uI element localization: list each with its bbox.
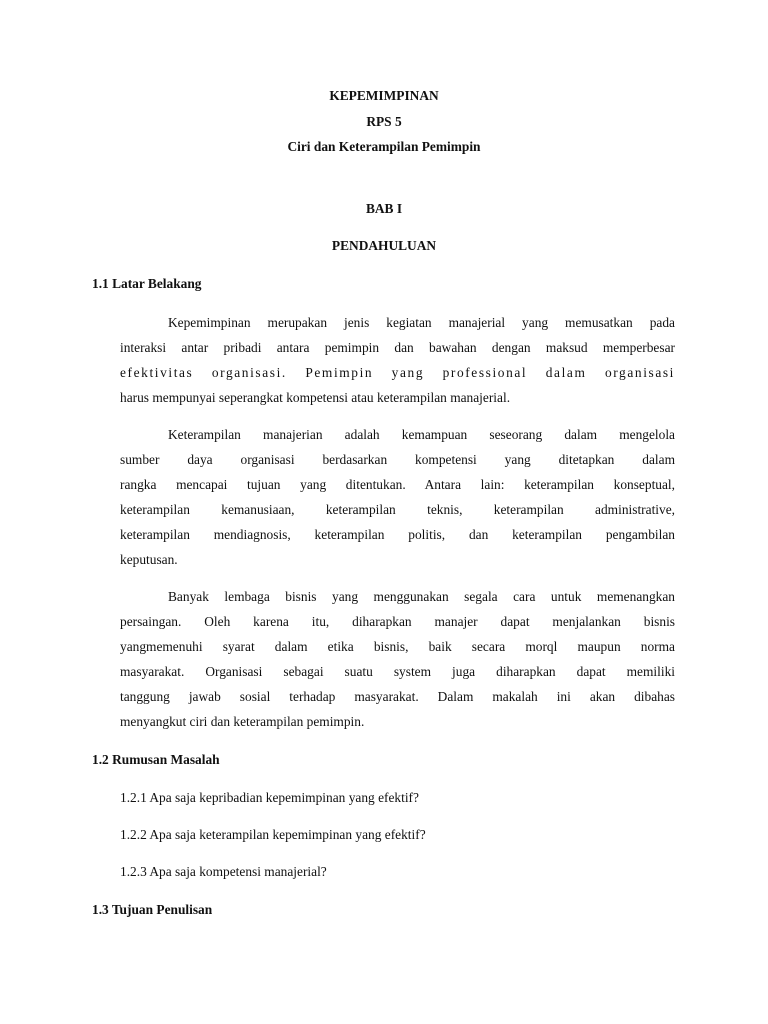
paragraph-2 xyxy=(120,422,675,572)
paragraph-1 xyxy=(120,310,675,410)
section-heading-latar-belakang: 1.1 Latar Belakang xyxy=(92,276,202,291)
paragraph-line: menyangkut ciri dan keterampilan pemimpin. xyxy=(120,714,365,729)
paragraph-line: yangmemenuhi syarat dalam etika bisnis, baik secara morql maupun norma xyxy=(120,639,675,654)
paragraph-line: persaingan. Oleh karena itu, diharapkan manajer dapat menjalankan bisnis xyxy=(120,614,675,629)
chapter-number: BAB I xyxy=(365,201,403,216)
paragraph-line: Kepemimpinan merupakan jenis kegiatan manajerial yang memusatkan pada xyxy=(168,315,675,330)
paragraph-line: keterampilan kemanusiaan, keterampilan teknis, keterampilan administrative, xyxy=(120,502,675,517)
paragraph-3 xyxy=(120,584,675,734)
paragraph-line: sumber daya organisasi berdasarkan kompetensi yang ditetapkan dalam xyxy=(120,452,675,467)
question-3: 1.2.3 Apa saja kompetensi manajerial? xyxy=(120,864,327,879)
document-topic: Ciri dan Keterampilan Pemimpin xyxy=(287,139,481,154)
paragraph-line: interaksi antar pribadi antara pemimpin dan bawahan dengan maksud memperbesar xyxy=(120,340,675,355)
paragraph-line: tanggung jawab sosial terhadap masyarakat. Dalam makalah ini akan dibahas xyxy=(120,689,675,704)
section-heading-rumusan-masalah: 1.2 Rumusan Masalah xyxy=(92,752,220,767)
document-title: KEPEMIMPINAN xyxy=(329,88,439,103)
chapter-name: PENDAHULUAN xyxy=(331,238,437,253)
paragraph-line: Keterampilan manajerian adalah kemampuan seseorang dalam mengelola xyxy=(168,427,675,442)
paragraph-line: masyarakat. Organisasi sebagai suatu system juga diharapkan dapat memiliki xyxy=(120,664,675,679)
question-1: 1.2.1 Apa saja kepribadian kepemimpinan yang efektif? xyxy=(120,790,419,805)
paragraph-line: keterampilan mendiagnosis, keterampilan politis, dan keterampilan pengambilan xyxy=(120,527,675,542)
document-subtitle: RPS 5 xyxy=(366,114,402,129)
paragraph-line: Banyak lembaga bisnis yang menggunakan segala cara untuk memenangkan xyxy=(168,589,675,604)
paragraph-line: rangka mencapai tujuan yang ditentukan. Antara lain: keterampilan konseptual, xyxy=(120,477,675,492)
paragraph-line: keputusan. xyxy=(120,552,178,567)
paragraph-line: efektivitas organisasi. Pemimpin yang professional dalam organisasi xyxy=(120,365,675,380)
section-heading-tujuan-penulisan: 1.3 Tujuan Penulisan xyxy=(92,902,213,917)
question-2: 1.2.2 Apa saja keterampilan kepemimpinan yang efektif? xyxy=(120,827,426,842)
paragraph-line: harus mempunyai seperangkat kompetensi atau keterampilan manajerial. xyxy=(120,390,511,405)
